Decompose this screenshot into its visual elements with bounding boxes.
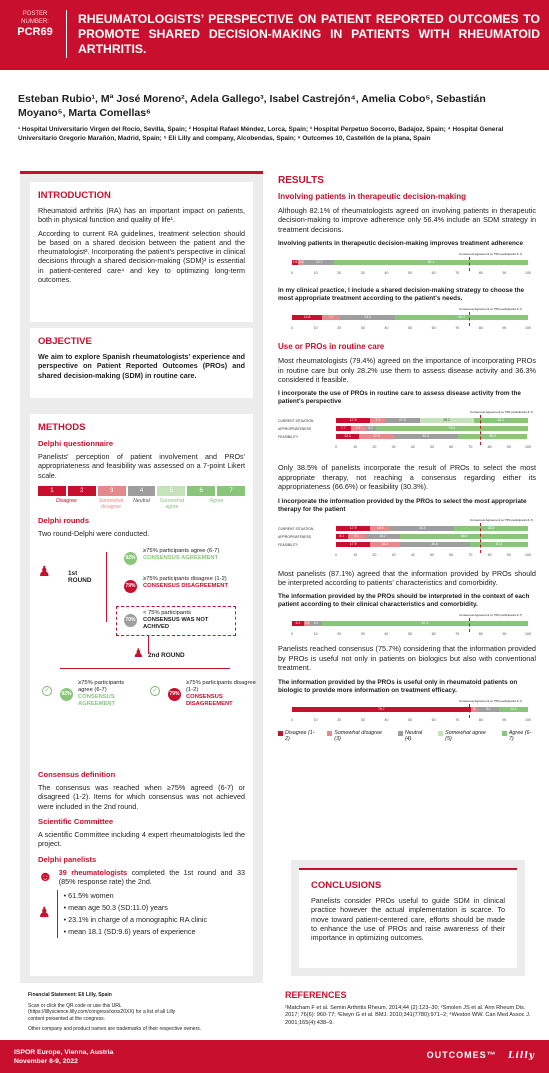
consensus-heading: Consensus definition (38, 770, 116, 780)
axis-tick: 20 (337, 717, 342, 722)
bar-segment: 12.7 (304, 260, 334, 265)
axis-tick: 80 (478, 271, 483, 276)
likert-3: 3 (98, 486, 126, 496)
axis-tick: 90 (506, 552, 511, 557)
axis-tick: 10 (313, 326, 318, 331)
pct-agree-badge: 92% (124, 552, 137, 565)
stats-list (57, 890, 208, 938)
axis-tick: 10 (313, 632, 318, 637)
bar-segment: 38.5 (454, 526, 528, 531)
axis-tick: 100 (525, 271, 531, 276)
bar-segment: 79.4 (376, 426, 528, 431)
chart-q2 (278, 306, 536, 336)
axis-tick: 100 (525, 632, 531, 637)
axis-tick: 40 (384, 632, 389, 637)
poster-title: RHEUMATOLOGISTS’ PERSPECTIVE ON PATIENT REPORTED OUTCOMES TO PROMOTE SHARED DECISION-MAKING IN PATIENTS WITH RHEUMATOID ARTHRITIS. (78, 12, 540, 56)
r1-disagree-tag: CONSENSUS DISAGREEMENT (143, 583, 229, 590)
axis-tick: 60 (449, 445, 454, 450)
person-stats-icon: ♟ (38, 904, 51, 921)
axis-tick: 40 (384, 326, 389, 331)
axis-tick: 50 (408, 326, 412, 331)
q1-title: Involving patients in therapeutic decision-making improves treatment adherence (278, 240, 524, 248)
axis-tick: 20 (337, 271, 342, 276)
round1-label: 1st ROUND (68, 570, 92, 585)
threshold-line (469, 312, 470, 326)
axis-tick: 50 (430, 552, 434, 557)
bar-segment: 36.3 (458, 434, 528, 439)
questionnaire-text: Panelists' perception of patient involvement and PROs' appropriateness and feasibility was assessed on a 7-point Likert scale. (38, 452, 245, 480)
check-icon-agree: ✓ (42, 686, 52, 696)
bar-segment: 5.1 (310, 621, 322, 626)
authors: Esteban Rubio¹, Mª José Moreno², Adela Gallego³, Isabel Castrejón⁴, Amelia Cobo⁵, Sebastián Moyano⁵, Marta Comellas⁶ (18, 93, 486, 119)
likert-5: 5 (157, 486, 185, 496)
axis-tick: 60 (431, 632, 436, 637)
bar-segment: 2.6 (304, 621, 310, 626)
r2-disagree-text: ≥75% participants disagree (1-2) (186, 680, 256, 694)
bar-segment: 15.2 (370, 542, 399, 547)
consensus-label: Consensus Agreement (≥ 75% participants 6-7) (470, 410, 534, 415)
axis-tick: 0 (291, 326, 293, 331)
likert-label-agree: Agree (209, 497, 224, 504)
bar-segment: 17.9 (359, 434, 393, 439)
axis-tick: 10 (313, 717, 318, 722)
q4-title: I incorporate the information provided by the PROs to select the most appropriate therapy for the patient (278, 497, 527, 513)
axis-tick: 0 (335, 445, 337, 450)
chart-q3 (278, 409, 536, 457)
conference-name: ISPOR Europe, Vienna, Austria (14, 1049, 114, 1056)
consensus-label: Consensus Agreement (≥ 75% participants 6-7) (459, 252, 523, 257)
stat-women: • 61.5% women (63, 891, 114, 901)
axis-tick: 70 (468, 552, 473, 557)
axis-tick: 0 (291, 271, 293, 276)
rounds-text: Two round-Delphi were conducted. (38, 528, 150, 538)
bar-segment: 17.9 (336, 418, 370, 423)
axis-tick: 60 (449, 552, 454, 557)
bar-segment: 56.4 (395, 315, 528, 320)
likert-7: 7 (217, 486, 245, 496)
bar-segment: 30.3 (470, 542, 528, 547)
mid-text: Only 38.5% of panelists incorporate the result of PROs to select the most appropriate therapy, not reaching a consensus regarding either its appropriateness (66.6%) or feasibility (30.3%). (278, 463, 536, 492)
committee-text: A scientific Committee including 4 expert rheumatologists led the project. (38, 830, 245, 849)
header-divider (66, 10, 67, 58)
axis-tick: 80 (478, 717, 483, 722)
bar-segment: 33.3 (390, 526, 454, 531)
axis-tick: 60 (431, 717, 436, 722)
bar-segment: 9.1 (478, 707, 499, 712)
bar-segment: 2.6 (292, 260, 298, 265)
bar-segment: 17.9 (385, 418, 419, 423)
axis-tick: 30 (360, 326, 365, 331)
bar-segment: 17.9 (336, 542, 370, 547)
axis-tick: 80 (487, 445, 492, 450)
axis-tick: 50 (408, 717, 412, 722)
axis-tick: 70 (468, 445, 473, 450)
chart-q6 (278, 698, 536, 726)
row-label: APPROPRIATENESS (278, 534, 312, 539)
bar-segment: 66.6 (400, 534, 528, 539)
legend-somewhat-disagree: Somewhat disagree (3) (327, 730, 390, 742)
axis-tick: 50 (430, 445, 434, 450)
introduction-card (30, 182, 253, 322)
axis-tick: 10 (353, 552, 358, 557)
section1-heading: Involving patients in therapeutic decision-making (278, 192, 467, 201)
rounds-heading: Delphi rounds (38, 515, 90, 525)
axis-tick: 0 (291, 717, 293, 722)
head-icon: ☻ (38, 867, 53, 884)
conclusions-text: Panelists consider PROs useful to guide SDM in clinical practice however the actual implementation is scarce. To move toward patient-centered care, efforts should be made to enhance the use of PROs and raise awareness of their importance in optimizing outcomes. (311, 896, 505, 943)
axis-tick: 100 (525, 552, 531, 557)
bar-segment: 2.6 (298, 260, 304, 265)
bar-segment: 28.2 (474, 418, 528, 423)
axis-tick: 70 (455, 632, 460, 637)
consensus-label: Consensus Agreement (≥ 75% participants 6-7) (470, 517, 534, 522)
round1-bracket (106, 552, 107, 622)
axis-tick: 20 (372, 445, 377, 450)
axis-tick: 0 (335, 552, 337, 557)
delphi-flow-diagram (38, 538, 256, 764)
right-column (278, 175, 536, 746)
references-section (285, 990, 540, 1027)
axis-tick: 10 (353, 445, 358, 450)
axis-tick: 100 (525, 717, 531, 722)
check-icon-disagree: ✓ (150, 686, 160, 696)
methods-card (30, 414, 256, 976)
header-banner (0, 0, 549, 70)
bar-segment: 87.1 (322, 621, 528, 626)
committee-heading: Scientific Committee (38, 817, 114, 827)
axis-tick: 80 (478, 632, 483, 637)
bar-segment: 12.1 (336, 434, 359, 439)
threshold-line (480, 415, 481, 445)
bar-segment: 82.1 (334, 260, 528, 265)
lilly-logo: Lilly (508, 1051, 535, 1061)
axis-tick: 40 (384, 717, 389, 722)
methods-heading: METHODS (38, 422, 86, 433)
r1-agree-text: ≥75% participants agree (6-7) (143, 548, 220, 555)
axis-tick: 20 (337, 632, 342, 637)
axis-tick: 90 (502, 326, 507, 331)
bar-segment: 75.7 (292, 707, 471, 712)
chart-legend (278, 730, 536, 742)
pct2-agree-badge: 92% (60, 688, 73, 701)
axis-tick: 60 (431, 271, 436, 276)
legend-agree: Agree (6-7) (502, 730, 536, 742)
legend-neutral: Neutral (4) (398, 730, 430, 742)
people-icon: ♟ (38, 563, 51, 580)
threshold-line (469, 704, 470, 718)
poster-number (10, 10, 60, 36)
r1-none-text: < 75% participants (143, 610, 191, 617)
axis-tick: 60 (431, 326, 436, 331)
axis-tick: 80 (478, 326, 483, 331)
chart-q5 (278, 612, 536, 640)
round2-label: 2nd ROUND (148, 652, 185, 660)
panelists-stats (38, 890, 245, 938)
axis-tick: 50 (408, 271, 412, 276)
round2-split-line (60, 668, 230, 669)
axis-tick: 40 (410, 552, 415, 557)
likert-1: 1 (38, 486, 66, 496)
axis-tick: 30 (391, 552, 396, 557)
sponsor-logos (427, 1050, 535, 1061)
axis-tick: 20 (337, 326, 342, 331)
pct-none-badge: 70% (124, 614, 137, 627)
stat-clinic: • 23.1% in charge of a monographic RA clinic (63, 915, 208, 925)
q3-title: I incorporate the use of PROs in routine care to assess disease activity from the patient's perspective (278, 390, 521, 406)
row-label: APPROPRIATENESS (278, 427, 312, 432)
bar-segment: 12.1 (499, 707, 528, 712)
row-label: CURRENT SITUATION (278, 526, 314, 531)
r1-disagree-text: ≥75% participants disagree (1-2) (143, 576, 227, 583)
bar-segment: 36.6 (400, 542, 470, 547)
likert-labels (38, 498, 245, 510)
q5-title: The information provided by the PROs should be interpreted in the context of each patient according to their clinical characteristics and comorbidity. (278, 593, 530, 609)
conference-dates: November 6-9, 2022 (14, 1058, 78, 1065)
q2-title: In my clinical practice, I include a shared decision-making strategy to choose the most appropriate treatment according to the patient's needs. (278, 287, 525, 303)
objective-text: We aim to explore Spanish rheumatologists' experience and perspective on Patient Reported Outcomes (PROs) and shared decision-making (SDM) in routine care. (38, 352, 245, 380)
r1-none-tag: CONSENSUS WAS NOT ACHIVED (143, 617, 209, 631)
intro-p2: According to current RA guidelines, treatment selection should be based on a shared decision between the patient and the rheumatologist². Incorporating the patient's perspective in clinical decisions through a shared decision-making (SDM)³ is essential in patient-centered care⁴ and key to optimizing long-term outcomes. (38, 228, 245, 285)
row-label: FEASIBILITY (278, 542, 299, 547)
person-icon: ♟ (133, 646, 144, 661)
r2-agree-text: ≥75% participants agree (6-7) (78, 680, 125, 694)
axis-tick: 90 (502, 271, 507, 276)
legend-disagree: Disagree (1-2) (278, 730, 319, 742)
r2-agree-tag: CONSENSUS AGREEMENT (78, 694, 116, 708)
consensus-label: Consensus Agreement (≥ 75% participants 6-7) (459, 307, 523, 312)
axis-tick: 30 (360, 271, 365, 276)
axis-tick: 90 (502, 717, 507, 722)
poster-label: POSTER NUMBER: (21, 11, 49, 25)
axis-tick: 40 (384, 271, 389, 276)
bar-segment: 5.2 (366, 426, 376, 431)
r1-agree-tag: CONSENSUS AGREEMENT (143, 555, 219, 562)
bar-segment: 7.7 (370, 418, 385, 423)
introduction-heading: INTRODUCTION (38, 190, 111, 201)
bar-segment: 10.3 (370, 526, 390, 531)
chart-q4 (278, 517, 536, 565)
likert-label-somewhat-disagree: Somewhat disagree (98, 497, 124, 510)
panelists-block (38, 868, 245, 887)
axis-tick: 40 (410, 445, 415, 450)
results-heading: RESULTS (278, 175, 324, 186)
likert-4: 4 (128, 486, 156, 496)
likert-label-disagree: Disagree (56, 497, 77, 504)
bar-segment: 23.1 (340, 315, 395, 320)
text4: Panelists reached consensus (75.7%) considering that the information provided by PROs is useful not only in patients on biologics but also with conventional treatment. (278, 644, 536, 673)
axis-tick: 10 (313, 271, 318, 276)
axis-tick: 100 (525, 326, 531, 331)
likert-2: 2 (68, 486, 96, 496)
row-label: CURRENT SITUATION (278, 419, 314, 424)
r2-disagree-tag: CONSENSUS DISAGREEMENT (186, 694, 233, 708)
legend-somewhat-agree: Somewhat agree (5) (438, 730, 494, 742)
pct2-disagree-badge: 79% (168, 688, 181, 701)
poster-code: PCR69 (17, 26, 53, 38)
axis-tick: 50 (408, 632, 412, 637)
likert-label-neutral: Neutral (133, 497, 150, 504)
likert-6: 6 (187, 486, 215, 496)
q6-title: The information provided by the PROs is useful only in rheumatoid patients on biologic to provide more information on treatment efficacy. (278, 678, 518, 694)
stat-experience: • mean 18.1 (SD:9.6) years of experience (63, 927, 196, 937)
axis-tick: 70 (455, 271, 460, 276)
bar-segment: 17.9 (336, 526, 370, 531)
bar-segment: 33.3 (394, 434, 458, 439)
axis-tick: 20 (372, 552, 377, 557)
likert-label-somewhat-agree: Somewhat agree (159, 497, 185, 510)
section2-text: Most rheumatologists (79.4%) agreed on the importance of incorporating PROs in routine care but only 28.2% use them to assess disease activity and 36.3% considered it feasible. (278, 356, 536, 385)
threshold-line (480, 523, 481, 553)
consensus-label: Consensus Agreement (≥ 75% participants 6-7) (459, 698, 523, 703)
affiliations: ¹ Hospital Universitario Virgen del Rocío, Sevilla, Spain; ² Hospital Rafael Méndez, Lorca, Spain; ³ Hospital Perpetuo Socorro, Badajoz, Spain; ⁴ Hospital General Universitario Gregorio Marañón, Madrid, Spain; ⁵ Eli Lilly and company, Alcobendas, Spain; ⁶ Outcomes 10, Castellón de la plana, Spain (18, 126, 504, 142)
threshold-line (469, 618, 470, 632)
axis-tick: 70 (455, 717, 460, 722)
row-label: FEASIBILITY (278, 435, 299, 440)
bar-segment: 3 (471, 707, 478, 712)
panelists-count: 39 rheumatologists (58, 867, 128, 877)
axis-tick: 90 (506, 445, 511, 450)
intro-p1: Rheumatoid arthritis (RA) has an important impact on patients, both in physical function and quality of life¹. (38, 206, 245, 225)
conference-info (14, 1048, 113, 1066)
text3: Most panelists (87.1%) agreed that the information provided by PROs should be interpreted according to patients' characteristics and comorbidity. (278, 568, 536, 588)
consensus-text: The consensus was reached when ≥75% agreed (6-7) or disagreed (1-2). Items for which consensus was not achieved were included in the 2nd round. (38, 783, 245, 811)
chart-q1 (278, 251, 536, 281)
axis-tick: 0 (291, 632, 293, 637)
bar-segment: 6.1 (336, 534, 348, 539)
axis-tick: 70 (455, 326, 460, 331)
funding-line1: Financial Statement: Eli Lilly, Spain (28, 992, 112, 998)
left-column (20, 171, 263, 983)
objective-card (30, 328, 253, 398)
outcomes-logo: OUTCOMES™ (426, 1050, 497, 1060)
axis-tick: 30 (360, 717, 365, 722)
conclusions-card (299, 868, 517, 968)
panelists-text: completed the 1st round and 33 (85% response rate) the 2nd. (58, 867, 246, 886)
axis-tick: 80 (487, 552, 492, 557)
threshold-line (469, 257, 470, 271)
stat-age: • mean age 50.3 (SD:11.0) years (63, 903, 168, 913)
bar-segment: 18.2 (365, 534, 400, 539)
panelists-heading: Delphi panelists (38, 854, 97, 864)
bar-segment: 7.7 (351, 426, 366, 431)
footer-banner (0, 1040, 549, 1073)
pct-disagree-badge: 79% (124, 580, 137, 593)
bar-segment: 12.8 (292, 315, 322, 320)
axis-tick: 30 (391, 445, 396, 450)
conclusions-heading: CONCLUSIONS (311, 880, 382, 891)
bar-segment: 9.1 (348, 534, 365, 539)
funding-line3: Other company and product names are trademarks of their respective owners. (28, 1026, 202, 1032)
consensus-label: Consensus Agreement (≥ 75% participants 6-7) (459, 613, 523, 618)
funding-statement (28, 992, 258, 1033)
objective-heading: OBJECTIVE (38, 336, 92, 347)
bar-segment: 28.2 (420, 418, 474, 423)
section1-text: Although 82.1% of rheumatologists agreed on involving patients in therapeutic decision-making to improve adherence only 56.4% include an SDM strategy in treatment decisions. (278, 206, 536, 234)
axis-tick: 30 (360, 632, 365, 637)
likert-scale (38, 486, 245, 496)
references-heading: REFERENCES (285, 990, 347, 1000)
references-text: ¹Matcham F et al. Semin Arthritis Rheum. 2014;44 (2):123–30; ²Smolen JS et al. Ann Rheum Dis. 2017; 76(6): 960-77; ³Elwyn G et al. BMJ. 2010;341(7780):971–2; ⁴Weston WW. Can Med Assoc J. 2001;165(4):438–9. (285, 1005, 531, 1026)
axis-tick: 90 (502, 632, 507, 637)
axis-tick: 100 (525, 445, 531, 450)
section2-heading: Use or PROs in routine care (278, 342, 385, 352)
bar-segment: 7.7 (322, 315, 340, 320)
bar-segment: 5.1 (292, 621, 304, 626)
funding-line2: Scan or click the QR code or use this URL (https://lillyscience.lilly.com/congress/xxxx20XX) for a list of all Lilly content presented at the congress. (28, 1002, 176, 1022)
questionnaire-heading: Delphi questionnaire (38, 439, 114, 448)
bar-segment: 7.7 (336, 426, 351, 431)
